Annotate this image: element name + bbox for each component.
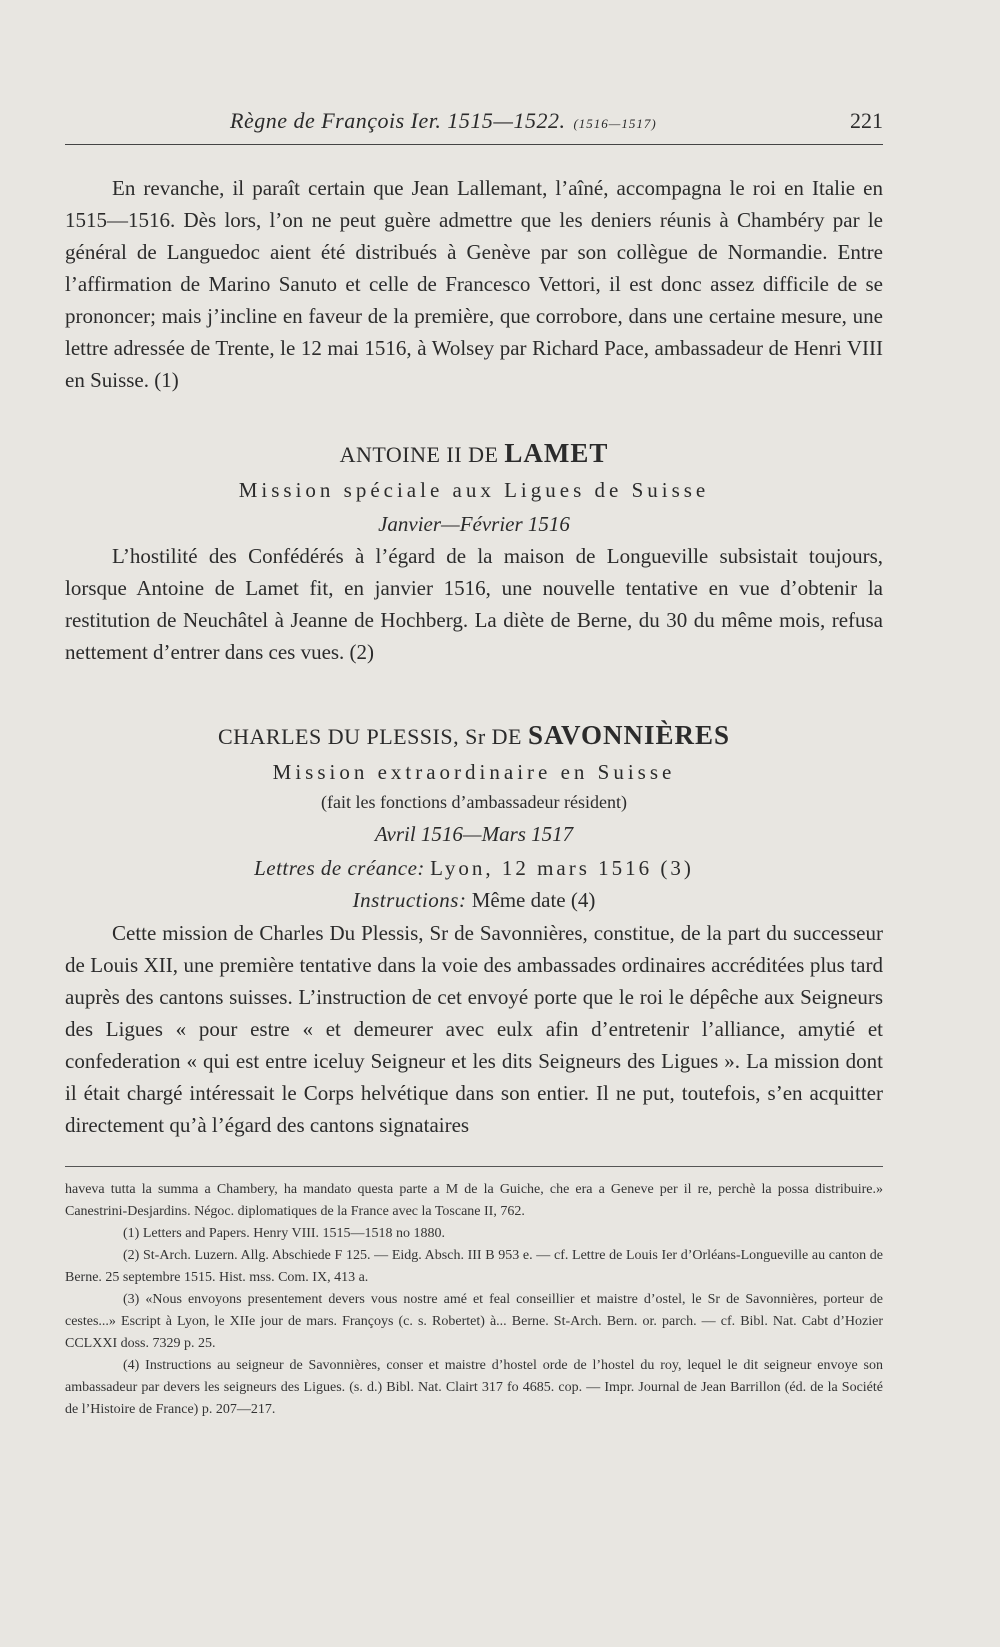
section-title-lamet: ANTOINE II DE LAMET [339, 438, 609, 468]
dates-savonnieres: Avril 1516—Mars 1517 [374, 822, 574, 846]
footnote-3: (3) «Nous envoyons presentement devers vous nostre amé et feal conseillier et maistre d’ostel, le Sr de Savonnières, porteur de cestes...» Escript à Lyon, le XIIe jour de mars. Françoys (c. s. Robertet) à... Berne. St-Arch. Bern. or. parch. — cf. Bibl. Nat. Cabt d’Hozier CCLXXI doss. 7329 p. 25. [65, 1292, 883, 1351]
running-head: Règne de François Ier. 1515—1522. (1516—1517) [230, 108, 657, 133]
mission-savonnieres: Mission extraordinaire en Suisse [272, 760, 676, 784]
footnotes [65, 1166, 883, 1421]
role-note: (fait les fonctions d’ambassadeur résident) [321, 792, 627, 812]
mission-lamet: Mission spéciale aux Ligues de Suisse [238, 478, 710, 502]
running-head-dates: (1516—1517) [573, 116, 657, 131]
letters-de-creance: Lettres de créance: Lyon, 12 mars 1516 (3) [254, 856, 694, 880]
footnote-continuation: haveva tutta la summa a Chambery, ha mandato questa parte a M de la Guiche, che era a Geneve per il re, perchè la possa distribuire.» Canestrini-Desjardins. Négoc. diplomatiques de la France avec la Toscane II, 762. [65, 1182, 883, 1219]
dates-lamet: Janvier—Février 1516 [378, 512, 570, 536]
paragraph-2: L’hostilité des Confédérés à l’égard de la maison de Longueville subsistait toujours, lorsque Antoine de Lamet fit, en janvier 1516, une nouvelle tentative en vue d’obtenir la restitution de Neuchâtel à Jeanne de Hochberg. La diète de Berne, du 30 du même mois, refusa nettement d’entrer dans ces vues. (2) [65, 544, 883, 664]
paragraph-1: En revanche, il paraît certain que Jean Lallemant, l’aîné, accompagna le roi en Italie en 1515—1516. Dès lors, l’on ne peut guère admettre que les deniers réunis à Chambéry par le général de Languedoc aient été distribués à Genève par son collègue de Normandie. Entre l’affirmation de Marino Sanuto et celle de Francesco Vettori, il est donc assez difficile de se prononcer; mais j’incline en faveur de la première, que corrobore, dans une certaine mesure, une lettre adressée de Trente, le 12 mai 1516, à Wolsey par Richard Pace, ambassadeur de Henri VIII en Suisse. (1) [65, 176, 883, 392]
instructions-line: Instructions: Même date (4) [352, 888, 596, 912]
page-number: 221 [850, 108, 883, 133]
footnote-2: (2) St-Arch. Luzern. Allg. Abschiede F 125. — Eidg. Absch. III B 953 e. — cf. Lettre de Louis Ier d’Orléans-Longueville au canton de Berne. 25 septembre 1515. Hist. mss. Com. IX, 413 a. [65, 1248, 883, 1285]
page-header [65, 104, 883, 145]
paragraph-3: Cette mission de Charles Du Plessis, Sr de Savonnières, constitue, de la part du successeur de Louis XII, une première tentative dans la voie des ambassades ordinaires accréditées plus tard auprès des cantons suisses. L’instruction de cet envoyé porte que le roi le dépêche aux Seigneurs des Ligues « pour estre « et demeurer avec eulx afin d’entretenir l’alliance, amytié et confederation « qui est entre iceluy Seigneur et les dits Seigneurs des Ligues ». La mission dont il était chargé intéressait le Corps helvétique dans son entier. Il ne put, toutefois, s’en acquitter directement qu’à l’égard des cantons signataires [65, 921, 883, 1137]
footnote-4: (4) Instructions au seigneur de Savonnières, conser et maistre d’hostel orde de l’hostel du roy, lequel le dit seigneur envoye son ambassadeur par devers les seigneurs des Ligues. (s. d.) Bibl. Nat. Clairt 317 fo 4685. cop. — Impr. Journal de Jean Barrillon (éd. de la Société de l’Histoire de France) p. 207—217. [65, 1358, 883, 1417]
section-title-savonnieres: CHARLES DU PLESSIS, Sr DE SAVONNIÈRES [217, 720, 731, 750]
footnote-1: (1) Letters and Papers. Henry VIII. 1515—1518 no 1880. [123, 1226, 446, 1241]
